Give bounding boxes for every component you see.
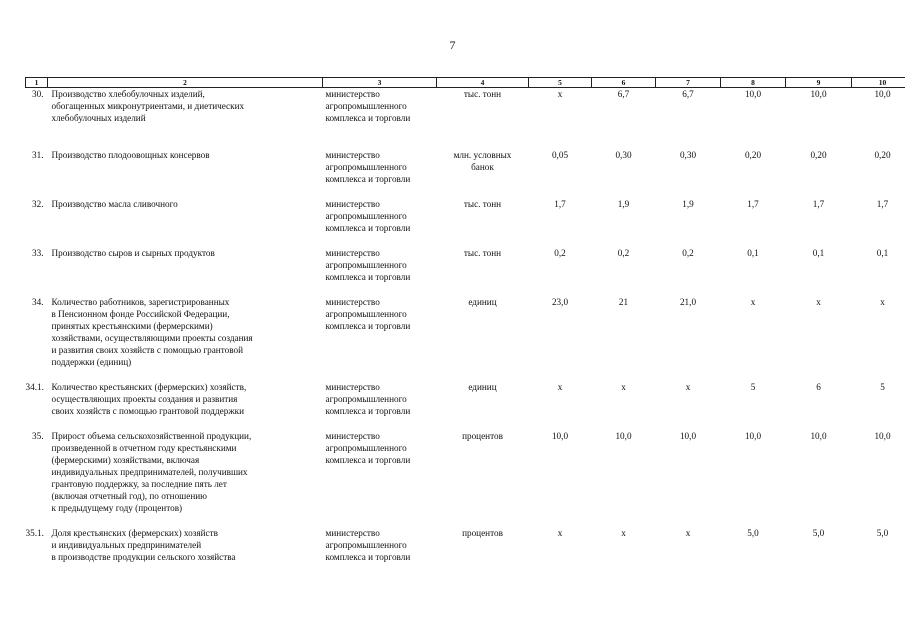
indicator-name bbox=[48, 381, 323, 430]
responsible-executor-line: агропромышленного bbox=[325, 210, 407, 221]
indicator-value: 5,0 bbox=[812, 527, 825, 538]
indicator-value: 1,7 bbox=[812, 198, 825, 209]
table-body bbox=[26, 88, 905, 567]
responsible-executor-line: агропромышленного bbox=[325, 393, 407, 404]
indicator-name-line: в производстве продукции сельского хозяйства bbox=[51, 551, 236, 562]
indicator-value: 0,2 bbox=[554, 247, 566, 258]
page-number: 7 bbox=[449, 38, 456, 52]
responsible-executor-line: агропромышленного bbox=[325, 101, 407, 111]
table-row bbox=[26, 296, 905, 381]
column-number-5: 5 bbox=[529, 78, 592, 88]
responsible-executor-line: министерство bbox=[325, 198, 380, 209]
indicator-value: 10,0 bbox=[810, 430, 827, 441]
indicator-name-line: своих хозяйств с помощью грантовой поддержки bbox=[51, 405, 245, 416]
unit-of-measure bbox=[437, 430, 529, 527]
responsible-executor bbox=[323, 198, 437, 247]
row-number: 32. bbox=[32, 198, 44, 209]
table-row bbox=[26, 198, 905, 247]
indicator-name-line: обогащенных микронутриентами, и диетических bbox=[51, 101, 245, 111]
indicator-value: 0,2 bbox=[682, 247, 694, 258]
unit-of-measure-line: единиц bbox=[468, 381, 497, 392]
indicator-name-line: Производство хлебобулочных изделий, bbox=[51, 89, 205, 99]
unit-of-measure-line: процентов bbox=[462, 527, 503, 538]
responsible-executor-line: комплекса и торговли bbox=[325, 320, 411, 331]
indicator-value: x bbox=[557, 527, 563, 538]
indicator-value: 0,30 bbox=[615, 149, 632, 160]
responsible-executor-line: министерство bbox=[325, 296, 380, 307]
indicator-value: x bbox=[621, 381, 626, 392]
responsible-executor-line: комплекса и торговли bbox=[325, 271, 411, 282]
indicator-value: 0,20 bbox=[810, 149, 827, 160]
responsible-executor bbox=[323, 296, 437, 381]
indicator-value: 23,0 bbox=[551, 296, 569, 307]
responsible-executor-line: комплекса и торговли bbox=[325, 405, 411, 416]
indicator-name-line: (включая отчетный год), по отношению bbox=[51, 490, 208, 501]
indicator-value: 10,0 bbox=[679, 430, 697, 441]
indicator-name-line: Количество крестьянских (фермерских) хозяйств, bbox=[51, 381, 247, 392]
indicator-name-line: хозяйствами, осуществляющими проекты создания bbox=[51, 332, 253, 343]
indicator-name-line: хлебобулочных изделий bbox=[51, 113, 146, 123]
responsible-executor bbox=[323, 88, 437, 149]
row-number: 35. bbox=[32, 430, 44, 441]
row-number: 30. bbox=[32, 89, 44, 99]
unit-of-measure-line: тыс. тонн bbox=[463, 89, 502, 99]
responsible-executor-line: министерство bbox=[325, 247, 380, 258]
unit-of-measure-line: банок bbox=[471, 161, 494, 172]
indicator-value: 6,7 bbox=[682, 89, 694, 99]
table-row bbox=[26, 430, 905, 527]
responsible-executor-line: министерство bbox=[325, 430, 380, 441]
indicator-name-line: грантовую поддержку, за последние пять лет bbox=[51, 478, 227, 489]
indicator-name bbox=[48, 430, 323, 527]
unit-of-measure bbox=[437, 149, 529, 198]
indicator-name-line: Количество работников, зарегистрированных bbox=[51, 296, 230, 307]
indicator-value: 10,0 bbox=[744, 430, 762, 441]
indicator-value: 10,0 bbox=[615, 430, 632, 441]
indicator-name-line: Доля крестьянских (фермерских) хозяйств bbox=[51, 527, 218, 538]
indicator-value: x bbox=[557, 89, 563, 99]
responsible-executor-line: министерство bbox=[325, 149, 380, 160]
unit-of-measure-line: единиц bbox=[468, 296, 497, 307]
indicator-value: 0,2 bbox=[617, 247, 630, 258]
indicator-value: 0,1 bbox=[812, 247, 825, 258]
table-row bbox=[26, 527, 905, 567]
unit-of-measure bbox=[437, 88, 529, 149]
responsible-executor-line: министерство bbox=[325, 381, 380, 392]
indicator-value: x bbox=[621, 527, 626, 538]
column-number-3: 3 bbox=[323, 78, 437, 88]
unit-of-measure-line: процентов bbox=[462, 430, 503, 441]
unit-of-measure bbox=[437, 381, 529, 430]
responsible-executor-line: агропромышленного bbox=[325, 161, 407, 172]
indicator-name-line: Прирост объема сельскохозяйственной продукции, bbox=[51, 430, 252, 441]
indicator-value: 5,0 bbox=[747, 527, 759, 538]
indicator-name bbox=[48, 198, 323, 247]
responsible-executor bbox=[323, 247, 437, 296]
indicator-value: 6,7 bbox=[617, 89, 630, 99]
unit-of-measure bbox=[437, 198, 529, 247]
indicator-name-line: в Пенсионном фонде Российской Федерации, bbox=[51, 308, 230, 319]
indicator-value: 10,0 bbox=[810, 89, 827, 99]
indicator-value: 10,0 bbox=[551, 430, 569, 441]
responsible-executor-line: агропромышленного bbox=[325, 259, 407, 270]
indicator-value: 5 bbox=[880, 381, 885, 392]
indicator-value: 10,0 bbox=[744, 89, 762, 99]
responsible-executor-line: министерство bbox=[325, 89, 380, 99]
column-number-8: 8 bbox=[721, 78, 786, 88]
indicator-value: 0,20 bbox=[874, 149, 891, 160]
indicator-name-line: произведенной в отчетном году крестьянскими bbox=[51, 442, 237, 453]
indicator-name-line: принятых крестьянскими (фермерскими) bbox=[51, 320, 213, 331]
unit-of-measure bbox=[437, 296, 529, 381]
row-number: 34. bbox=[32, 296, 44, 307]
indicator-value: 1,9 bbox=[617, 198, 630, 209]
responsible-executor-line: комплекса и торговли bbox=[325, 222, 411, 233]
indicator-value: x bbox=[557, 381, 563, 392]
indicator-value: 21 bbox=[618, 296, 629, 307]
indicator-name-line: Производство сыров и сырных продуктов bbox=[51, 247, 215, 258]
indicator-name bbox=[48, 527, 323, 567]
table-row bbox=[26, 381, 905, 430]
responsible-executor-line: агропромышленного bbox=[325, 442, 407, 453]
indicator-value: 6 bbox=[816, 381, 821, 392]
column-number-6: 6 bbox=[592, 78, 656, 88]
responsible-executor-line: агропромышленного bbox=[325, 308, 407, 319]
indicator-name-line: и развития своих хозяйств с помощью грантовой bbox=[51, 344, 243, 355]
responsible-executor bbox=[323, 527, 437, 567]
header-row bbox=[26, 78, 905, 88]
indicator-value: x bbox=[685, 527, 691, 538]
table-row bbox=[26, 88, 905, 149]
row-number: 33. bbox=[32, 247, 44, 258]
indicator-value: 21,0 bbox=[679, 296, 697, 307]
indicator-value: 0,1 bbox=[747, 247, 759, 258]
responsible-executor-line: комплекса и торговли bbox=[325, 173, 411, 184]
indicator-value: 1,9 bbox=[682, 198, 694, 209]
indicator-name bbox=[48, 247, 323, 296]
indicator-name-line: поддержки (единиц) bbox=[51, 356, 132, 367]
row-number: 31. bbox=[32, 149, 44, 160]
unit-of-measure bbox=[437, 527, 529, 567]
indicator-name-line: Производство масла сливочного bbox=[51, 198, 178, 209]
responsible-executor bbox=[323, 149, 437, 198]
indicator-name-line: индивидуальных предпринимателей, получивших bbox=[51, 466, 248, 477]
indicator-value: 5,0 bbox=[876, 527, 889, 538]
responsible-executor-line: министерство bbox=[325, 527, 380, 538]
indicator-name-line: Производство плодоовощных консервов bbox=[51, 149, 210, 160]
indicator-name-line: и индивидуальных предпринимателей bbox=[51, 539, 202, 550]
responsible-executor-line: комплекса и торговли bbox=[325, 113, 411, 123]
indicator-name bbox=[48, 296, 323, 381]
table-row bbox=[26, 247, 905, 296]
column-number-1: 1 bbox=[26, 78, 48, 88]
unit-of-measure-line: млн. условных bbox=[453, 149, 512, 160]
unit-of-measure bbox=[437, 247, 529, 296]
unit-of-measure-line: тыс. тонн bbox=[463, 198, 502, 209]
indicator-name bbox=[48, 88, 323, 149]
indicator-value: 0,20 bbox=[744, 149, 762, 160]
indicator-name bbox=[48, 149, 323, 198]
indicator-value: x bbox=[816, 296, 821, 307]
responsible-executor-line: комплекса и торговли bbox=[325, 454, 411, 465]
row-number: 35.1. bbox=[25, 527, 44, 538]
indicators-table bbox=[25, 77, 905, 567]
indicator-value: x bbox=[880, 296, 885, 307]
column-number-2: 2 bbox=[48, 78, 323, 88]
column-number-7: 7 bbox=[656, 78, 721, 88]
responsible-executor bbox=[323, 381, 437, 430]
indicator-name-line: к предыдущему году (процентов) bbox=[51, 502, 183, 513]
indicator-value: 0,05 bbox=[551, 149, 569, 160]
indicator-value: x bbox=[685, 381, 691, 392]
indicator-value: 10,0 bbox=[874, 89, 891, 99]
indicator-name-line: (фермерскими) хозяйствами, включая bbox=[51, 454, 200, 465]
indicator-name-line: осуществляющих проекты создания и развития bbox=[51, 393, 238, 404]
column-number-4: 4 bbox=[437, 78, 529, 88]
column-number-10: 10 bbox=[852, 78, 905, 88]
indicator-value: 5 bbox=[750, 381, 756, 392]
indicator-value: 10,0 bbox=[874, 430, 891, 441]
indicator-value: 1,7 bbox=[554, 198, 566, 209]
responsible-executor-line: комплекса и торговли bbox=[325, 551, 411, 562]
table-row bbox=[26, 149, 905, 198]
responsible-executor bbox=[323, 430, 437, 527]
row-number: 34.1. bbox=[25, 381, 44, 392]
responsible-executor-line: агропромышленного bbox=[325, 539, 407, 550]
indicator-value: 1,7 bbox=[876, 198, 889, 209]
indicator-value: 0,30 bbox=[679, 149, 697, 160]
indicator-value: x bbox=[750, 296, 756, 307]
unit-of-measure-line: тыс. тонн bbox=[463, 247, 502, 258]
indicator-value: 1,7 bbox=[747, 198, 759, 209]
indicator-value: 0,1 bbox=[876, 247, 889, 258]
column-number-9: 9 bbox=[786, 78, 852, 88]
